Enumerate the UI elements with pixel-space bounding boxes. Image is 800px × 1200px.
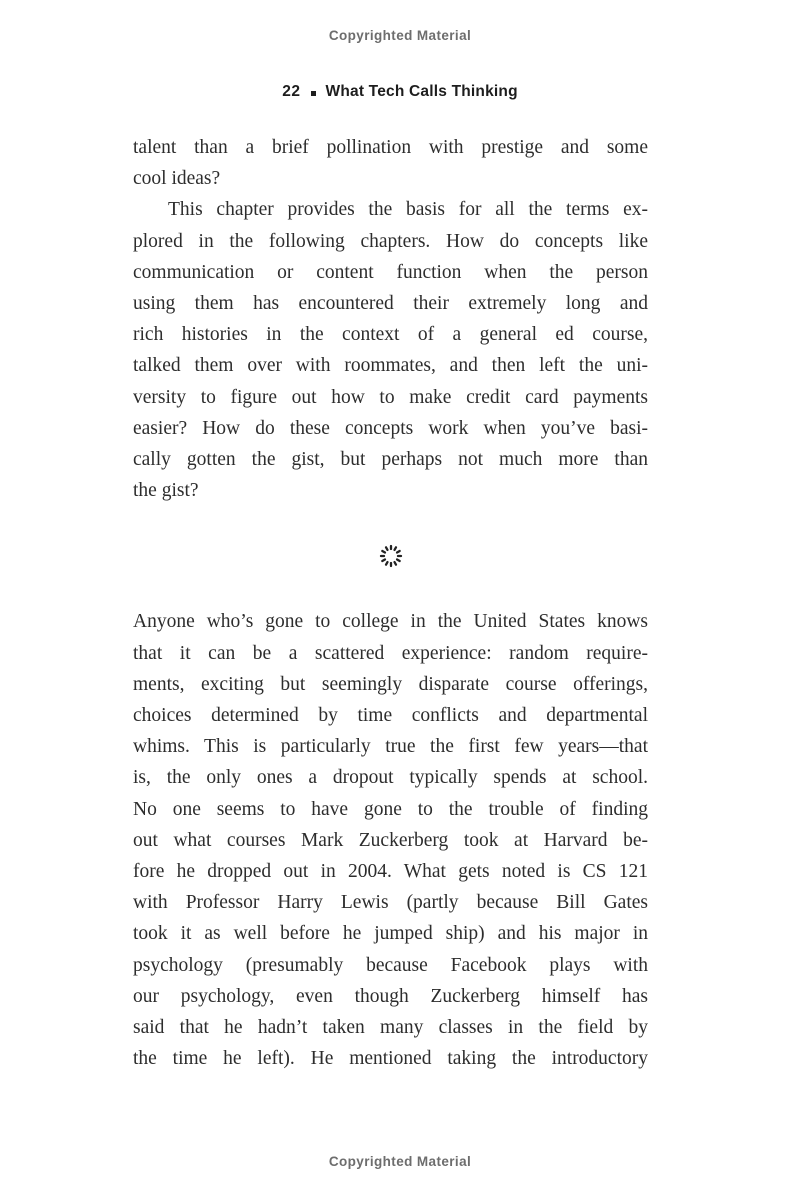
body-text [133,132,648,1074]
text-line: the gist? [133,480,199,502]
text-line: is, the only ones a dropout typically spends at school. [133,767,648,789]
text-line: talked them over with roommates, and then left the uni- [133,355,648,377]
text-line: No one seems to have gone to the trouble of finding [133,798,648,820]
copyright-notice-bottom: Copyrighted Material [328,1154,472,1169]
text-line: that it can be a scattered experience: random require- [133,642,648,664]
text-line: fore he dropped out in 2004. What gets noted is CS 121 [133,861,648,883]
text-line: ments, exciting but seemingly disparate course offerings, [133,673,648,695]
text-line: Anyone who’s gone to college in the United States knows [133,611,648,633]
text-line: our psychology, even though Zuckerberg himself has [133,985,648,1007]
text-line: easier? How do these concepts work when you’ve basi- [133,417,648,439]
text-line: cally gotten the gist, but perhaps not much more than [133,449,648,471]
text-line: talent than a brief pollination with prestige and some [133,137,648,158]
text-line: plored in the following chapters. How do concepts like [133,230,648,252]
text-line: out what courses Mark Zuckerberg took at Harvard be- [133,829,648,851]
text-line: whims. This is particularly true the first few years—that [133,736,648,758]
text-line: This chapter provides the basis for all the terms ex- [168,199,648,221]
text-line: versity to figure out how to make credit card payments [133,386,648,408]
square-bullet-icon [311,91,316,96]
text-line: communication or content function when the person [133,261,648,283]
text-line: took it as well before he jumped ship) and his major in [133,923,648,945]
text-line: rich histories in the context of a general ed course, [133,324,648,346]
page-number: 22 [282,83,301,100]
section-break [133,506,648,606]
text-line: said that he hadn’t taken many classes in the field by [133,1017,648,1039]
text-line: cool ideas? [133,168,221,190]
running-header [0,83,800,101]
running-header-title: What Tech Calls Thinking [325,83,518,100]
copyright-notice-top: Copyrighted Material [328,28,472,43]
text-line: the time he left). He mentioned taking the introductory [133,1048,648,1070]
text-line: choices determined by time conflicts and departmental [133,705,648,727]
text-line: using them has encountered their extremely long and [133,293,648,315]
text-line: psychology (presumably because Facebook plays with [133,954,648,976]
dotted-circle-ornament-icon [378,543,404,569]
text-line: with Professor Harry Lewis (partly because Bill Gates [133,892,648,914]
